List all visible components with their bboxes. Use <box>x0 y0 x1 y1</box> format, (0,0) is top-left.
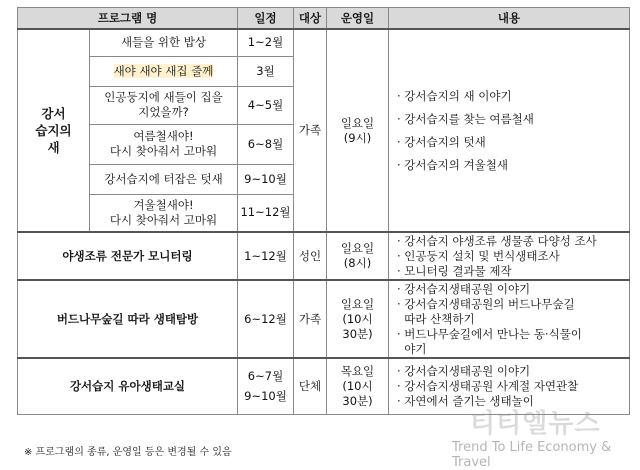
header-program: 프로그램 명 <box>18 8 238 30</box>
group1-item-schedule: 6~8월 <box>238 124 294 164</box>
group3-name: 버드나무숲길 따라 생태탐방 <box>18 280 238 358</box>
table-row <box>18 29 630 56</box>
watermark-tagline: Trend To Life Economy & Travel <box>452 440 612 470</box>
group1-item-title: 인공둥지에 새들이 집을 지었을까? <box>90 86 238 124</box>
table-row <box>18 232 630 280</box>
content-line: · 강서습지를 찾는 여름철새 <box>397 111 534 126</box>
content-line: · 모니터링 결과물 제작 <box>397 263 512 278</box>
content-line: · 버드나무숲길에서 만나는 동·식물이 야기 <box>397 326 582 356</box>
group1-item-title: 새들을 위한 밥상 <box>90 29 238 56</box>
group1-name: 강서 습지의 새 <box>18 29 90 232</box>
header-schedule: 일정 <box>238 8 294 30</box>
group1-day: 일요일 (9시) <box>327 29 389 232</box>
program-schedule-table <box>17 7 630 415</box>
group3-target: 가족 <box>294 280 327 358</box>
group3-schedule: 6~12월 <box>238 280 294 358</box>
group2-schedule: 1~12월 <box>238 232 294 280</box>
group1-target: 가족 <box>294 29 327 232</box>
content-line: · 강서습지의 겨울철새 <box>397 157 508 172</box>
group1-item-schedule: 1~2월 <box>238 29 294 56</box>
group2-content <box>389 232 630 280</box>
group4-day: 목요일 (10시 30분) <box>327 358 389 414</box>
content-line: · 자연에서 즐기는 생태놀이 <box>397 393 534 408</box>
header-target: 대상 <box>294 8 327 30</box>
watermark-brand: 티티엘뉴스 <box>470 409 601 439</box>
group1-item-title <box>90 56 238 86</box>
group1-item-schedule: 3월 <box>238 56 294 86</box>
group3-content <box>389 280 630 358</box>
content-line: · 인공둥지 설치 및 번식생태조사 <box>397 248 560 263</box>
table-header-row <box>18 8 630 30</box>
group1-item-title: 강서습지에 터잡은 텃새 <box>90 164 238 194</box>
group1-item-schedule: 9~10월 <box>238 164 294 194</box>
group4-target: 단체 <box>294 358 327 414</box>
content-line: · 강서습지의 텃새 <box>397 134 486 149</box>
content-line: · 강서습지생태공원 이야기 <box>397 281 531 296</box>
group1-item-title: 여름철새야! 다시 찾아줘서 고마워 <box>90 124 238 164</box>
table-row <box>18 280 630 358</box>
content-line: · 강서습지생태공원 사계절 자연관찰 <box>397 378 579 393</box>
header-content: 내용 <box>389 8 630 30</box>
content-line: · 강서습지생태공원 이야기 <box>397 363 531 378</box>
footnote: ※ 프로그램의 종류, 운영일 등은 변경될 수 있음 <box>24 447 232 458</box>
group1-content <box>389 29 630 232</box>
content-line: · 강서습지 야생조류 생물종 다양성 조사 <box>397 233 597 248</box>
header-day: 운영일 <box>327 8 389 30</box>
group1-item-title: 겨울철새야! 다시 찾아줘서 고마워 <box>90 194 238 232</box>
highlighted-title: 새야 새야 새집 줄께 <box>113 63 214 78</box>
group4-name: 강서습지 유아생태교실 <box>18 358 238 414</box>
group2-name: 야생조류 전문가 모니터링 <box>18 232 238 280</box>
group1-item-schedule: 4~5월 <box>238 86 294 124</box>
group2-day: 일요일 (8시) <box>327 232 389 280</box>
group1-item-schedule: 11~12월 <box>238 194 294 232</box>
group2-target: 성인 <box>294 232 327 280</box>
group3-day: 일요일 (10시 30분) <box>327 280 389 358</box>
group4-schedule: 6~7월 9~10월 <box>238 358 294 414</box>
content-line: · 강서습지생태공원의 버드나무숲길 따라 산책하기 <box>397 296 575 326</box>
content-line: · 강서습지의 새 이야기 <box>397 88 512 103</box>
